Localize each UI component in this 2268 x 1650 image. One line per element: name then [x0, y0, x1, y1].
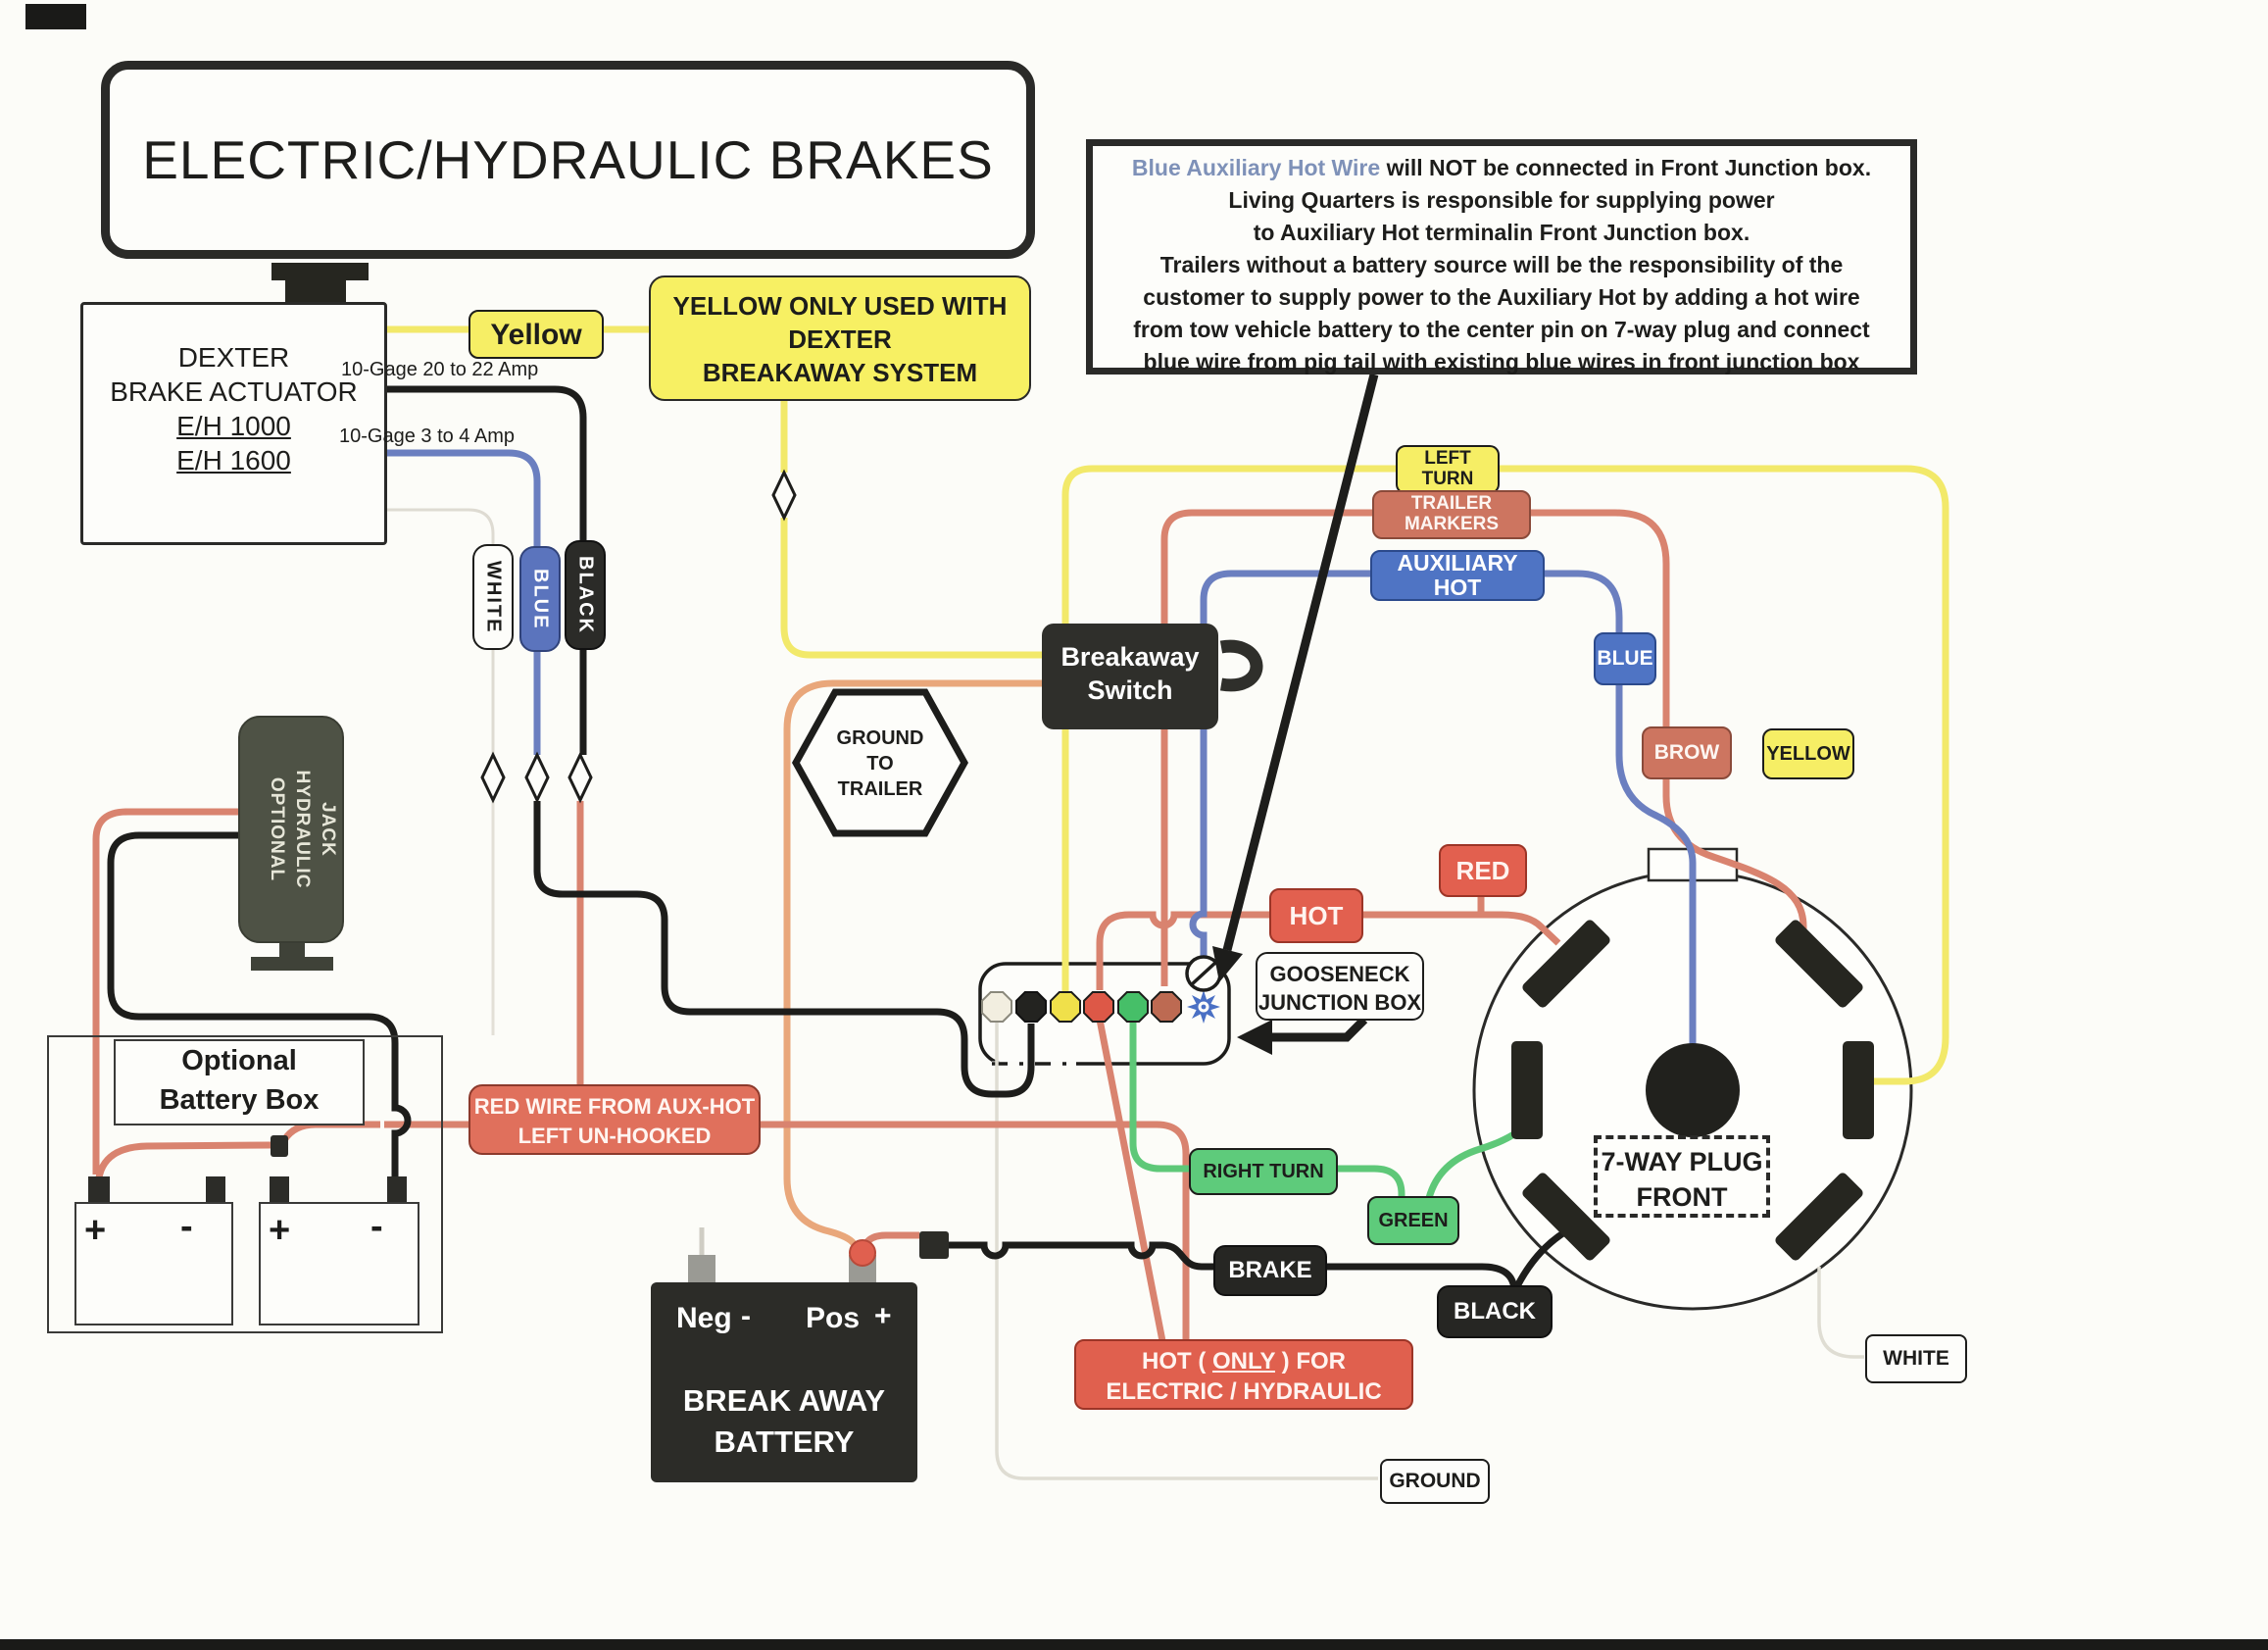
wire-white-plug-stub [1819, 1267, 1864, 1357]
info-note-box: Blue Auxiliary Hot Wire will NOT be connected in Front Junction box. Living Quarters is responsible for supplying power to Auxiliary Hot terminalin Front Junction box. Trailers without a battery source will be the responsibility of the customer to supply power to the Auxiliary Hot by adding a hot wire from tow vehicle battery to the center pin on 7-way plug and connect blue wire from pig tail with existing blue wires in front junction box [1086, 139, 1917, 375]
diamond-connector-icon [773, 473, 795, 518]
neg-label: Neg [676, 1302, 732, 1334]
tag-black: BLACK [1437, 1285, 1553, 1338]
battery1-plus-sign: + [84, 1210, 107, 1251]
jack-stand-base [251, 957, 333, 971]
jack-label: JACK HYDRAULIC OPTIONAL [267, 770, 338, 889]
terminal-black [1016, 992, 1046, 1022]
blue-wire-gauge-label: 10-Gage 3 to 4 Amp [339, 425, 516, 447]
aux-hot-unhooked-note: RED WIRE FROM AUX-HOT LEFT UN-HOOKED [468, 1084, 761, 1155]
diamond-connector-icon [482, 755, 504, 800]
breakaway-switch: Breakaway Switch [1042, 624, 1218, 729]
wire-red-actuator-drop [580, 801, 606, 1125]
tag-auxiliary-hot: AUXILIARY HOT [1370, 550, 1545, 601]
info-highlight: Blue Auxiliary Hot Wire [1131, 155, 1381, 180]
terminal-yellow [1051, 992, 1080, 1022]
tag-trailer-markers: TRAILER MARKERS [1372, 490, 1531, 539]
tag-hot: HOT [1269, 888, 1363, 943]
gooseneck-junction-box-label: GOOSENECK JUNCTION BOX [1256, 952, 1424, 1021]
diamond-connector-icon [526, 755, 548, 800]
red-cap-connector [850, 1240, 875, 1266]
wire-blue-gauge [387, 453, 537, 755]
black-wire-gauge-label: 10-Gage 20 to 22 Amp [341, 359, 539, 380]
page-title: ELECTRIC/HYDRAULIC BRAKES [101, 61, 1035, 259]
ground-to-trailer-label: GROUND TO TRAILER [836, 727, 924, 800]
terminal-white [982, 992, 1011, 1022]
neg-sign: - [741, 1300, 751, 1332]
battery-box-title: Optional Battery Box [114, 1039, 365, 1125]
break-away-battery-name: BREAK AWAY BATTERY [682, 1383, 886, 1459]
battery2-minus-sign: - [370, 1206, 383, 1247]
pos-sign: + [874, 1300, 892, 1332]
white-wire-pill: WHITE [472, 544, 514, 650]
terminal-red [1084, 992, 1113, 1022]
seven-way-plug-label: 7-WAY PLUG FRONT [1594, 1135, 1770, 1218]
yellow-wire-tag: Yellow [468, 310, 604, 359]
tag-yellow: YELLOW [1762, 728, 1854, 779]
optional-hydraulic-jack [238, 716, 344, 943]
dexter-brake-actuator: DEXTER BRAKE ACTUATOR E/H 1000 E/H 1600 [80, 302, 387, 545]
breakaway-switch-hook-icon [1221, 646, 1257, 685]
plug-center-pin [1646, 1043, 1740, 1137]
wire-yellow-breakaway [784, 400, 1042, 655]
black-wire-pill: BLACK [565, 540, 606, 650]
terminal-green [1118, 992, 1148, 1022]
tag-left-turn: LEFT TURN [1396, 445, 1500, 494]
tag-right-turn: RIGHT TURN [1189, 1148, 1338, 1195]
diamond-connector-icon [569, 755, 591, 800]
tag-white: WHITE [1865, 1334, 1967, 1383]
tag-brow: BROW [1642, 726, 1732, 779]
tag-brake: BRAKE [1213, 1245, 1327, 1296]
inline-connector [919, 1231, 949, 1259]
junction-pointer-arrow [1237, 1020, 1364, 1055]
plug-blade-west [1511, 1041, 1543, 1139]
yellow-note-box: YELLOW ONLY USED WITH DEXTER BREAKAWAY SYSTEM [649, 275, 1031, 401]
hot-only-note: HOT ( ONLY ) FOR ELECTRIC / HYDRAULIC [1074, 1339, 1413, 1410]
tag-ground: GROUND [1380, 1459, 1490, 1504]
tag-red: RED [1439, 844, 1527, 897]
terminal-brown [1152, 992, 1181, 1022]
battery2-plus-sign: + [269, 1210, 291, 1251]
terminal-blue-flower-icon [1187, 990, 1220, 1024]
plug-blade-east [1843, 1041, 1874, 1139]
battery1-minus-sign: - [180, 1206, 193, 1247]
tag-blue: BLUE [1594, 632, 1656, 685]
tag-green: GREEN [1367, 1196, 1459, 1245]
circle-slash-icon [1187, 957, 1220, 990]
blue-wire-pill: BLUE [519, 546, 561, 652]
break-away-battery [651, 1282, 917, 1482]
pos-label: Pos [806, 1302, 861, 1334]
